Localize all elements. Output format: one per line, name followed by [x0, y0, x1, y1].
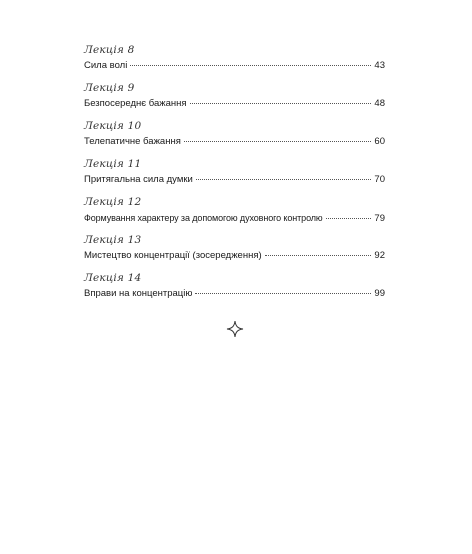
toc-entry-lecture-13[interactable] [84, 230, 385, 268]
table-of-contents [84, 40, 385, 306]
page-number: 79 [374, 213, 385, 224]
chapter-title[interactable]: Притягальна сила думки [84, 174, 193, 185]
dot-leader [196, 179, 372, 180]
toc-entry-lecture-12[interactable] [84, 192, 385, 230]
lecture-label: Лекція 12 [84, 196, 142, 208]
toc-entry-lecture-9[interactable] [84, 78, 385, 116]
lecture-label: Лекція 13 [84, 234, 142, 246]
toc-row [84, 60, 385, 72]
lecture-label: Лекція 11 [84, 158, 142, 170]
chapter-title[interactable]: Мистецтво концентрації (зосередження) [84, 250, 262, 261]
dot-leader [184, 141, 372, 142]
toc-row [84, 250, 385, 262]
toc-row [84, 174, 385, 186]
page-number: 60 [374, 136, 385, 147]
dot-leader [326, 218, 372, 219]
chapter-title[interactable]: Вправи на концентрацію [84, 288, 193, 299]
toc-row [84, 288, 385, 300]
toc-entry-lecture-11[interactable] [84, 154, 385, 192]
toc-row [84, 136, 385, 148]
lecture-label: Лекція 8 [84, 44, 135, 56]
chapter-title[interactable]: Формування характеру за допомогою духовного контролю [84, 213, 323, 223]
toc-row [84, 212, 385, 225]
chapter-title[interactable]: Сила волі [84, 60, 128, 71]
dot-leader [195, 293, 371, 294]
lecture-label: Лекція 10 [84, 120, 142, 132]
dot-leader [130, 65, 371, 66]
dot-leader [190, 103, 372, 104]
chapter-title[interactable]: Телепатичне бажання [84, 136, 181, 147]
chapter-title[interactable]: Безпосереднє бажання [84, 98, 187, 109]
page-number: 43 [374, 60, 385, 71]
page-number: 92 [374, 250, 385, 261]
lecture-label: Лекція 14 [84, 272, 142, 284]
page-number: 99 [374, 288, 385, 299]
lecture-label: Лекція 9 [84, 82, 135, 94]
page-number: 70 [374, 174, 385, 185]
dot-leader [265, 255, 372, 256]
four-point-star-icon [226, 320, 244, 338]
page-number: 48 [374, 98, 385, 109]
toc-entry-lecture-14[interactable] [84, 268, 385, 306]
toc-entry-lecture-8[interactable] [84, 40, 385, 78]
toc-entry-lecture-10[interactable] [84, 116, 385, 154]
toc-row [84, 98, 385, 110]
